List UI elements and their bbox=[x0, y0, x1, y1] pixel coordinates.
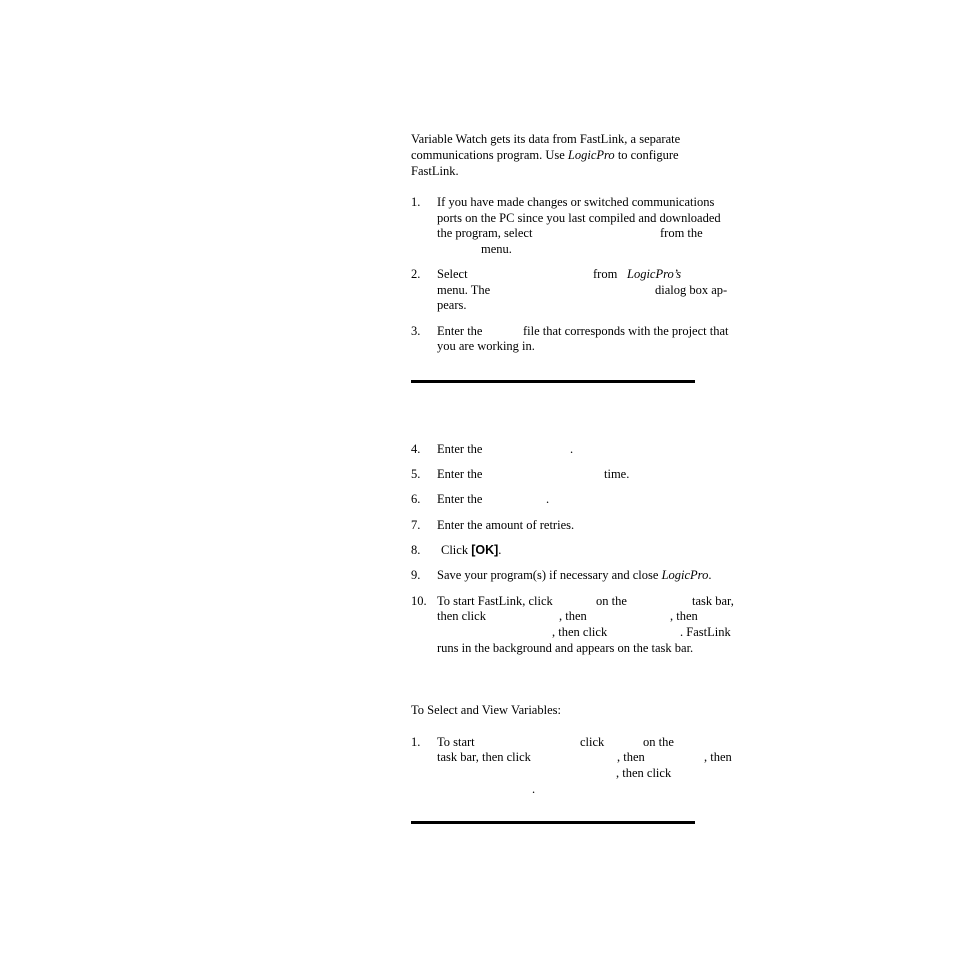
step-2-line-3: pears. bbox=[437, 298, 467, 312]
step-3-number: 3. bbox=[411, 324, 421, 338]
step-6-period: . bbox=[546, 492, 550, 506]
step-8-ok: [OK] bbox=[471, 543, 499, 557]
step-1-line-4: menu. bbox=[481, 242, 512, 256]
step-4-text: Enter the bbox=[437, 442, 483, 456]
step-10-line-2b: , then bbox=[559, 609, 587, 623]
s2-step-1-line-2c: , then bbox=[704, 750, 732, 764]
step-2-line-1b: from bbox=[593, 267, 618, 281]
step-9-a: Save your program(s) if necessary and close bbox=[437, 568, 662, 582]
step-10-line-3a: , then click bbox=[552, 625, 608, 639]
step-9-logicpro: LogicPro bbox=[661, 568, 709, 582]
step-10-line-2c: , then bbox=[670, 609, 698, 623]
step-10-line-1b: on the bbox=[596, 594, 627, 608]
s2-step-1-line-1b: click bbox=[580, 735, 605, 749]
s2-step-1-line-2b: , then bbox=[617, 750, 645, 764]
divider-rule bbox=[411, 380, 695, 383]
s2-step-1-line-3a: , then click bbox=[616, 766, 672, 780]
s2-step-1-line-2a: task bar, then click bbox=[437, 750, 531, 764]
step-10-line-3b: . FastLink bbox=[680, 625, 731, 639]
section-heading: To Select and View Variables: bbox=[411, 703, 561, 717]
step-9-number: 9. bbox=[411, 568, 421, 582]
step-1-line-3b: from the bbox=[660, 226, 703, 240]
divider-rule-bottom bbox=[411, 821, 695, 824]
step-3-line-2: you are working in. bbox=[437, 339, 535, 353]
step-7-number: 7. bbox=[411, 518, 421, 532]
intro-line-1: Variable Watch gets its data from FastLink, a separate bbox=[411, 132, 681, 146]
step-10-number: 10. bbox=[411, 594, 427, 608]
step-4-period: . bbox=[570, 442, 574, 456]
step-4-number: 4. bbox=[411, 442, 421, 456]
step-1-number: 1. bbox=[411, 195, 421, 209]
intro-logicpro: LogicPro bbox=[567, 148, 615, 162]
step-10-line-2a: then click bbox=[437, 609, 486, 623]
step-7-text: Enter the amount of retries. bbox=[437, 518, 575, 532]
step-5-number: 5. bbox=[411, 467, 421, 481]
step-8-period: . bbox=[498, 543, 502, 557]
step-2-line-1a: Select bbox=[437, 267, 468, 281]
step-1-line-1: If you have made changes or switched communications bbox=[437, 195, 715, 209]
step-5-time: time. bbox=[604, 467, 630, 481]
step-10-line-4: runs in the background and appears on the task bar. bbox=[437, 641, 694, 655]
intro-line-2-c: to configure bbox=[614, 148, 679, 162]
step-2-number: 2. bbox=[411, 267, 421, 281]
step-10-line-1c: task bar, bbox=[692, 594, 734, 608]
step-3-line-1a: Enter the bbox=[437, 324, 483, 338]
step-1-line-2: ports on the PC since you last compiled and downloaded bbox=[437, 211, 721, 225]
intro-line-2-a: communications program. Use bbox=[411, 148, 568, 162]
s2-step-1-line-1a: To start bbox=[437, 735, 475, 749]
step-9-text bbox=[437, 567, 711, 583]
step-8-number: 8. bbox=[411, 543, 421, 557]
intro-line-2 bbox=[411, 147, 679, 163]
s2-step-1-line-1c: on the bbox=[643, 735, 674, 749]
step-2-line-2a: menu. The bbox=[437, 283, 491, 297]
step-2-line-2b: dialog box ap- bbox=[655, 283, 728, 297]
step-6-number: 6. bbox=[411, 492, 421, 506]
step-8-text bbox=[441, 542, 501, 558]
step-5-text: Enter the bbox=[437, 467, 483, 481]
step-6-text: Enter the bbox=[437, 492, 483, 506]
step-8-click: Click bbox=[441, 543, 472, 557]
step-3-line-1b: file that corresponds with the project that bbox=[523, 324, 729, 338]
s2-step-1-number: 1. bbox=[411, 735, 421, 749]
step-2-line-1c bbox=[627, 266, 681, 282]
step-1-line-3a: the program, select bbox=[437, 226, 533, 240]
s2-step-1-line-4: . bbox=[532, 782, 536, 796]
intro-line-3: FastLink. bbox=[411, 164, 459, 178]
step-2-logicpro: LogicPro’s bbox=[627, 267, 682, 281]
step-9-period: . bbox=[708, 568, 712, 582]
step-10-line-1a: To start FastLink, click bbox=[437, 594, 553, 608]
